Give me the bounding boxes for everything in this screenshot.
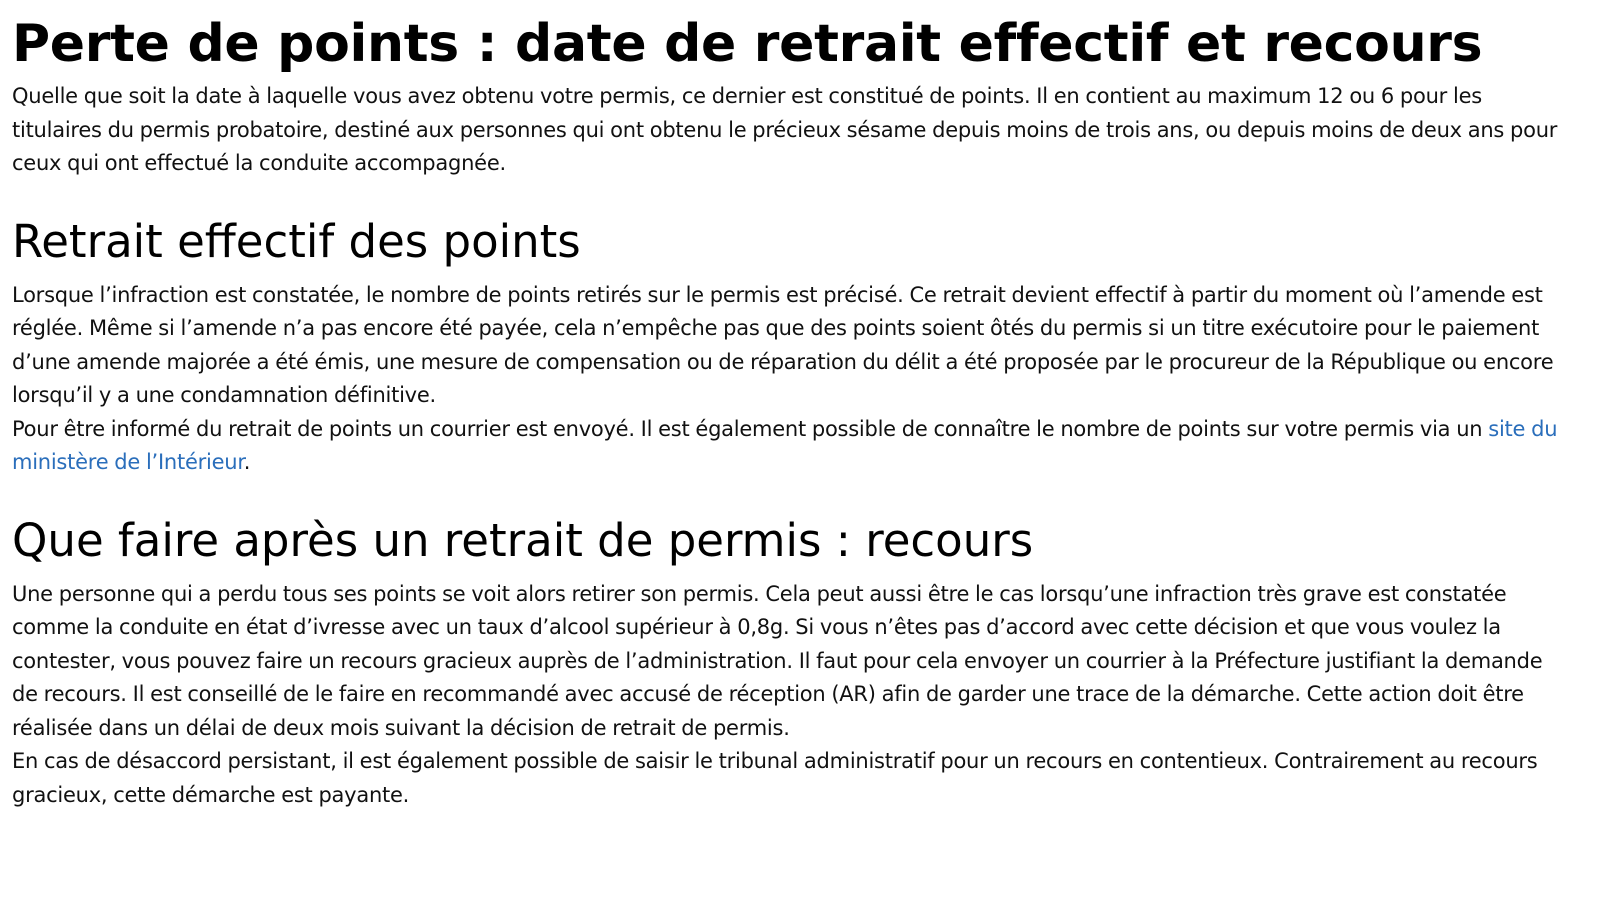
ministere-interieur-link[interactable]: site du ministère de l’Intérieur: [12, 416, 1558, 474]
intro-paragraph: Quelle que soit la date à laquelle vous avez obtenu votre permis, ce dernier est constitué de points. Il en contient au maximum 12 ou 6 pour les titulaires du permis probatoire, destiné aux personnes qui ont obtenu le précieux sésame depuis moins de trois ans, ou depuis moins de deux ans pour ceux qui ont effectué la conduite accompagnée.: [12, 84, 1558, 175]
section-heading-recours: Que faire après un retrait de permis : recours: [12, 513, 1034, 567]
retrait-paragraph-2-text: Pour être informé du retrait de points un courrier est envoyé. Il est également possible de connaître le nombre de points sur votre permis via un: [12, 416, 1489, 441]
recours-paragraph-2: En cas de désaccord persistant, il est également possible de saisir le tribunal administratif pour un recours en contentieux. Contrairement au recours gracieux, cette démarche est payante.: [12, 749, 1538, 807]
section-heading-retrait-effectif: Retrait effectif des points: [12, 214, 581, 268]
page-title: Perte de points : date de retrait effectif et recours: [12, 14, 1483, 74]
recours-paragraph-1: Une personne qui a perdu tous ses points se voit alors retirer son permis. Cela peut aussi être le cas lorsqu’une infraction très grave est constatée comme la conduite en état d’ivresse avec un taux d’alcool supérieur à 0,8g. Si vous n’êtes pas d’accord avec cette décision et que vous voulez la contester, vous pouvez faire un recours gracieux auprès de l’administration. Il faut pour cela envoyer un courrier à la Préfecture justifiant la demande de recours. Il est conseillé de le faire en recommandé avec accusé de réception (AR) afin de garder une trace de la démarche. Cette action doit être réalisée dans un délai de deux mois suivant la décision de retrait de permis.: [12, 581, 1543, 740]
retrait-paragraph-2: [12, 413, 1564, 480]
article: [0, 14, 1576, 812]
retrait-paragraph-1: Lorsque l’infraction est constatée, le nombre de points retirés sur le permis est précisé. Ce retrait devient effectif à partir du moment où l’amende est réglée. Même si l’amende n’a pas encore été payée, cela n’empêche pas que des points soient ôtés du permis si un titre exécutoire pour le paiement d’une amende majorée a été émis, une mesure de compensation ou de réparation du délit a été proposée par le procureur de la République ou encore lorsqu’il y a une condamnation définitive.: [12, 282, 1554, 407]
section-recours: [12, 514, 1564, 813]
retrait-paragraph-2-end: .: [243, 450, 251, 474]
section-retrait-effectif: [12, 215, 1564, 480]
